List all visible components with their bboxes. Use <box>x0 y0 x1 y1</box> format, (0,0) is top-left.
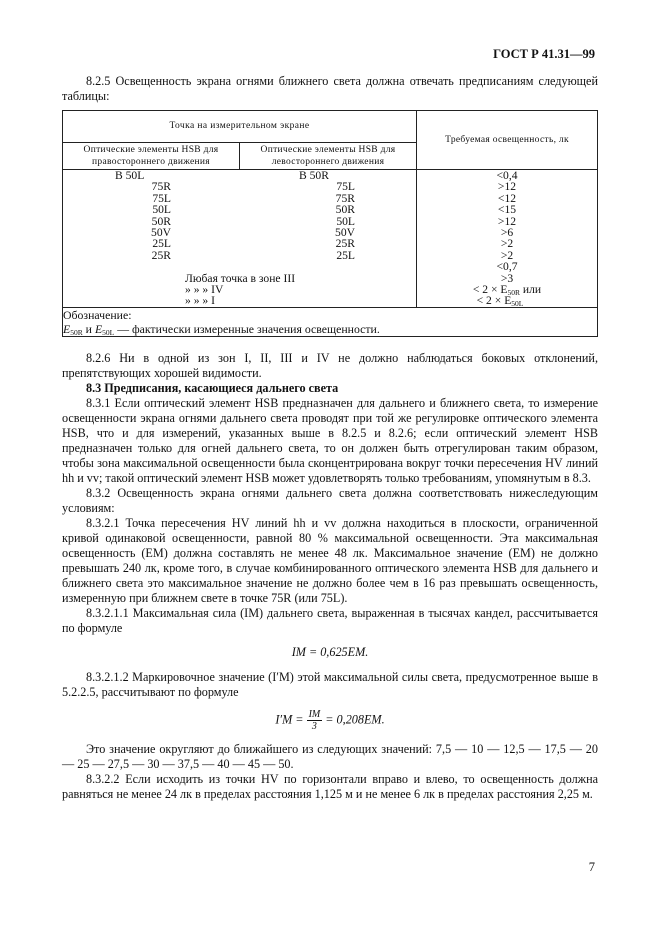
table-row: >6 <box>500 225 514 239</box>
table-row: 25R <box>151 248 171 262</box>
column-right-traffic <box>63 170 239 261</box>
paragraph-8-2-6: 8.2.6 Ни в одной из зон I, II, III и IV не должно наблюдаться боковых отклонений, препятствующих хорошей видимости. <box>62 350 598 380</box>
table-row: B 50L <box>115 169 145 182</box>
table-row: 50R <box>335 203 355 217</box>
table-row: 75R <box>335 191 355 205</box>
paragraph-8-3-2-1-2: 8.3.2.1.2 Маркировочное значение (I′M) этой максимальной силы света, предусмотренное выше в 5.2.2.5, рассчитывают по формуле <box>62 669 598 699</box>
table-row: B 50R <box>299 169 329 182</box>
table-head-required: Требуемая освещенность, лк <box>417 111 598 170</box>
table-row: 50L <box>152 203 171 217</box>
section-heading-8-3: 8.3 Предписания, касающиеся дальнего света <box>86 380 339 395</box>
page-content <box>62 74 598 802</box>
table-points-cell <box>63 170 417 308</box>
zone-req-iv: >3 <box>500 271 514 285</box>
table-row: 25R <box>335 237 355 251</box>
zone-req-i-50l: < $2 \times E_{50L}$ <box>476 294 524 309</box>
note-title: Обозначение: <box>63 307 132 322</box>
table-note <box>63 307 598 336</box>
note-text: $E_{50R}$ и $E_{50L}$ — фактически измеренные значения освещенности. <box>63 321 380 337</box>
table-row: >12 <box>497 180 517 194</box>
table-row: 50R <box>151 214 171 228</box>
formula-max-intensity: IM = 0,625EM. <box>291 644 369 659</box>
paragraph-8-3-1: 8.3.1 Если оптический элемент HSB предназначен для дальнего и ближнего света, то измерение освещенности экрана огнями дальнего света проводят при той же регулировке оптического элемента HSB, что и для измерений, указанных выше в 8.2.5 и 8.2.6; если оптический элемент HSB предназначен только для огней дальнего света, то он должен быть отрегулирован таким образом, чтобы зона максимальной освещенности была сконцентрирована вокруг точки пересечения HV линий hh и vv; такой оптический элемент HSB может удовлетворять только требованиям, упомянутым в 8.3. <box>62 395 598 485</box>
table-row: >2 <box>500 248 514 262</box>
table-row: 75L <box>336 180 355 194</box>
table-row: <12 <box>497 191 517 205</box>
formula-marking-value: I′M = $\frac{IM}{3} = 0,208EM$. <box>275 708 385 732</box>
zone-row-iii: Любая точка в зоне III <box>185 271 296 285</box>
table-row: 50V <box>335 225 355 239</box>
illumination-table <box>62 110 598 337</box>
document-code: ГОСТ Р 41.31—99 <box>493 47 595 61</box>
zone-row-i: » » » I <box>185 294 215 308</box>
table-row: 25L <box>152 237 171 251</box>
paragraph-8-3-2-1: 8.3.2.1 Точка пересечения HV линий hh и vv должна находиться в плоскости, ограниченной кривой одинаковой освещенности, равной 80 % максимальной освещенности. Эта максимальная освещенность (EM) должна составлять не менее 48 лк. Максимальное значение (EM) не должно превышать 240 лк, кроме того, в случае комбинированного оптического элемента HSB для дальнего и ближнего света это максимальное значение не должно более чем в 16 раз превышать освещенность, измеренную при ближнем свете в точке 75R (или 75L). <box>62 515 598 605</box>
paragraph-8-2-5: 8.2.5 Освещенность экрана огнями ближнего света должна отвечать предписаниям следующей таблицы: <box>62 74 598 103</box>
paragraph-rounding: Это значение округляют до ближайшего из следующих значений: 7,5 — 10 — 12,5 — 17,5 — 20 — 25 — 27,5 — 30 — 37,5 — 40 — 45 — 50. <box>62 741 598 771</box>
zone-row-iv: » » » IV <box>185 282 224 296</box>
table-head-left-traffic: Оптические элементы HSB для левостороннего движения <box>240 143 417 170</box>
table-head-point: Точка на измерительном экране <box>63 111 417 143</box>
paragraph-8-3-2: 8.3.2 Освещенность экрана огнями дальнего света должна соответствовать нижеследующим условиям: <box>62 485 598 515</box>
table-row: 75R <box>151 180 171 194</box>
page-number: 7 <box>588 860 595 874</box>
table-row: >2 <box>500 237 514 251</box>
table-row: 75L <box>152 191 171 205</box>
zone-req-iii: <0,7 <box>496 260 518 274</box>
table-row: >12 <box>497 214 517 228</box>
table-row: 50L <box>336 214 355 228</box>
paragraph-8-3-2-2: 8.3.2.2 Если исходить из точки HV по горизонтали вправо и влево, то освещенность должна равняться не менее 24 лк в пределах расстояния 1,125 м и не менее 6 лк в пределах расстояния 2,25 м. <box>62 771 598 801</box>
table-row: <15 <box>497 203 517 217</box>
zone-req-i-50r: < $2 \times E_{50R}$ или <box>472 282 542 297</box>
table-required-cell <box>417 170 598 308</box>
formula-fraction: $\frac{IM}{3}$ <box>308 708 321 732</box>
paragraph-8-3-2-1-1: 8.3.2.1.1 Максимальная сила (IM) дальнего света, выраженная в тысячах кандел, рассчитывается по формуле <box>62 605 598 635</box>
column-left-traffic <box>239 170 415 261</box>
table-head-right-traffic: Оптические элементы HSB для правостороннего движения <box>63 143 240 170</box>
table-row: 50V <box>151 225 171 239</box>
table-row: <0,4 <box>496 169 518 182</box>
table-row: 25L <box>336 248 355 262</box>
